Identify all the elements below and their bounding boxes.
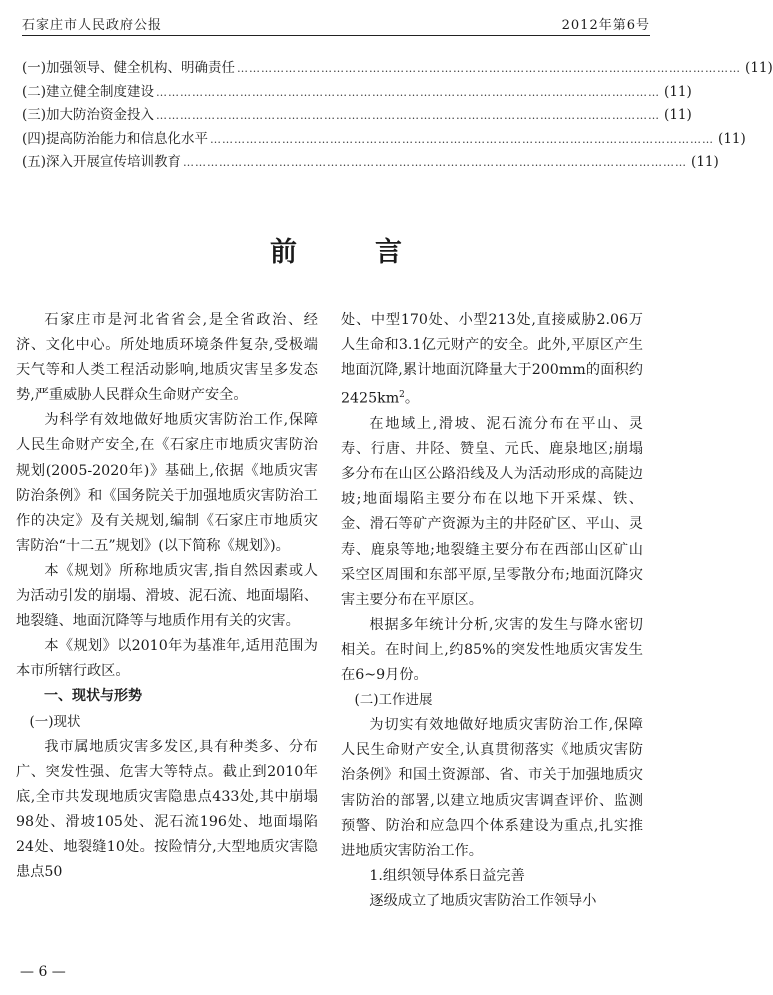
toc-entry-number: (二) (22, 83, 47, 100)
toc-entry-number: (一) (22, 60, 47, 76)
toc-leader-dots: ……………………………………………………………………………………………………………… (183, 156, 688, 169)
paragraph: 为科学有效地做好地质灾害防治工作,保障人民生命财产安全,在《石家庄市地质灾害防治规划(2005-2020年)》基础上,依据《地质灾害防治条例》和《国务院关于加强地质灾害防治工作的决定》及有关规划,编制《石家庄市地质灾害防治“十二五”规划》(以下简称《规划》)。 (16, 412, 318, 554)
toc-entry-number: (三) (22, 107, 47, 123)
toc-leader-dots: ……………………………………………………………………………………………………………… (210, 132, 715, 146)
toc-entry-page: (11) (691, 154, 719, 170)
toc-entry-page: (11) (664, 107, 692, 123)
paragraph: 逐级成立了地质灾害防治工作领导小 (369, 892, 597, 909)
toc-entry-text: 深入开展宣传培训教育 (46, 154, 182, 170)
heading-level-2: (一)现状 (29, 713, 81, 730)
toc-entry-text: 加强领导、健全机构、明确责任 (46, 60, 236, 76)
issue-number: 2012年第6号 (561, 18, 650, 33)
left-column (16, 308, 318, 885)
paragraph: 为切实有效地做好地质灾害防治工作,保障人民生命财产安全,认真贯彻落实《地质灾害防治条例》和国土资源部、省、市关于加强地质灾害防治的部署,以建立地质灾害调查评价、监测预警、防治和应急四个体系建设为重点,扎实推进地质灾害防治工作。 (341, 717, 643, 859)
toc-entry-text: 建立健全制度建设 (46, 83, 155, 100)
toc-leader-dots: ……………………………………………………………………………………………………………… (156, 109, 661, 122)
toc-entry (22, 80, 692, 104)
toc-entry (22, 127, 746, 151)
paragraph: 我市属地质灾害多发区,具有种类多、分布广、突发性强、危害大等特点。截止到2010年底,全市共发现地质灾害隐患点433处,其中崩塌98处、滑坡105处、泥石流196处、地面塌陷24处、地裂缝10处。按险情分,大型地质灾害隐患点50 (16, 738, 318, 881)
toc-entry-page: (11) (718, 130, 746, 147)
paragraph-text: 处、中型170处、小型213处,直接威胁2.06万人生命和3.1亿元财产的安全。此外,平原区产生地面沉降,累计地面沉降量大于200mm的面积约2425km (341, 312, 643, 408)
toc-leader-dots: ……………………………………………………………………………………………………………… (237, 62, 742, 75)
toc-entry-number: (四) (22, 130, 47, 147)
paragraph: 在地域上,滑坡、泥石流分布在平山、灵寿、行唐、井陉、赞皇、元氏、鹿泉地区;崩塌多分布在山区公路沿线及人为活动形成的高陡边坡;地面塌陷主要分布在以地下开采煤、铁、金、滑石等矿产资源为主的井陉矿区、平山、灵寿、鹿泉等地;地裂缝主要分布在西部山区矿山采空区周围和东部平原,呈零散分布;地面沉降灾害主要分布在平原区。 (341, 416, 643, 608)
page-number: — 6 — (20, 964, 66, 980)
paragraph: 本《规划》所称地质灾害,指自然因素或人为活动引发的崩塌、滑坡、泥石流、地面塌陷、地裂缝、地面沉降等与地质作用有关的灾害。 (16, 562, 318, 630)
heading-level-2: (二)工作进展 (354, 692, 433, 709)
heading-level-1: 一、现状与形势 (44, 688, 142, 705)
section-title: 前言 (270, 237, 480, 268)
paragraph: 根据多年统计分析,灾害的发生与降水密切相关。在时间上,约85%的突发性地质灾害发生在6~9月份。 (341, 616, 643, 684)
heading-level-3: 1.组织领导体系日益完善 (369, 867, 525, 884)
toc-entry (22, 150, 719, 174)
toc-entry-page: (11) (745, 60, 773, 76)
paragraph-end: 。 (404, 391, 420, 408)
toc-entry-number: (五) (22, 154, 47, 170)
toc-entry (22, 56, 773, 80)
toc-leader-dots: ……………………………………………………………………………………………………………… (156, 85, 661, 99)
table-of-contents (22, 56, 773, 174)
toc-entry-text: 加大防治资金投入 (46, 107, 155, 123)
toc-entry-text: 提高防治能力和信息化水平 (46, 130, 209, 147)
paragraph: 石家庄市是河北省省会,是全省政治、经济、文化中心。所处地质环境条件复杂,受极端天气等和人类工程活动影响,地质灾害呈多发态势,严重威胁人民群众生命财产安全。 (16, 312, 318, 404)
paragraph (341, 308, 643, 412)
superscript: 2 (399, 390, 405, 401)
toc-entry-page: (11) (664, 83, 692, 100)
publication-name: 石家庄市人民政府公报 (22, 18, 163, 33)
page-header (22, 12, 650, 36)
right-column (341, 308, 643, 914)
toc-entry (22, 103, 692, 127)
paragraph: 本《规划》以2010年为基准年,适用范围为本市所辖行政区。 (16, 638, 318, 680)
